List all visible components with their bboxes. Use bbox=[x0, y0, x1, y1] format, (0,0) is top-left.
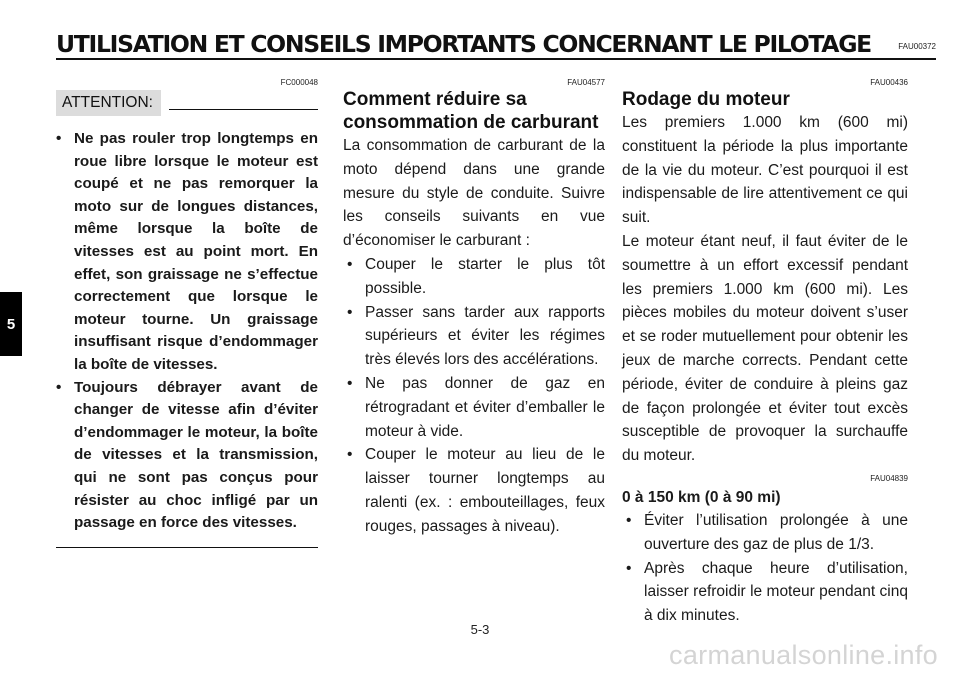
attention-rule bbox=[169, 109, 318, 110]
break-in-paragraph: Le moteur étant neuf, il faut éviter de le soumettre à un effort excessif pendant les premiers 1.000 km (600 mi). Les pièces mobiles du moteur doivent s’user et se roder mutuellement pour obtenir les jeux de marche corrects. Pendant cette période, éviter de conduire à pleins gaz de façon prolongée et éviter tout excès susceptible de provoquer la surchauffe du moteur. bbox=[622, 232, 908, 465]
fuel-section bbox=[343, 78, 605, 539]
chapter-tab: 5 bbox=[0, 292, 22, 356]
attention-header bbox=[56, 90, 318, 116]
fuel-section-code: FAU04577 bbox=[567, 78, 605, 87]
break-in-subheading: 0 à 150 km (0 à 90 mi) bbox=[622, 488, 781, 506]
fuel-tip: • Couper le starter le plus tôt possible. bbox=[343, 253, 605, 301]
attention-label: ATTENTION: bbox=[56, 90, 161, 116]
warning-item: • Ne pas rouler trop longtemps en roue libre lorsque le moteur est coupé et ne pas remorquer la moto sur de longues distances, même lorsque la boîte de vitesses est au point mort. En effet, son graissage ne s’effectue correctement que lorsque le moteur tourne. Un graissage insuffisant risque d’endommager la boîte de vitesses. bbox=[56, 128, 318, 377]
header-code: FAU00372 bbox=[898, 42, 936, 51]
attention-code: FC000048 bbox=[280, 78, 318, 87]
attention-bottom-rule bbox=[56, 547, 318, 548]
break-in-list bbox=[622, 509, 908, 628]
fuel-tip: • Couper le moteur au lieu de le laisser tourner longtemps au ralenti (ex. : embouteillages, feux rouges, passages à niveau). bbox=[343, 443, 605, 538]
fuel-tips-list bbox=[343, 253, 605, 539]
fuel-section-intro: La consommation de carburant de la moto dépend dans une grande mesure du style de conduite. Suivre les conseils suivants en vue d’économiser le carburant : bbox=[343, 137, 605, 250]
warning-item: • Toujours débrayer avant de changer de vitesse afin d’éviter d’endommager le moteur, la boîte de vitesses et la transmission, qui ne sont pas conçus pour résister au choc infligé par un passage en force des vitesses. bbox=[56, 377, 318, 535]
fuel-section-title: Comment réduire sa consommation de carburant bbox=[343, 89, 599, 133]
break-in-paragraph: Les premiers 1.000 km (600 mi) constituent la période la plus importante de la vie du moteur. C’est pourquoi il est indispensable de lire attentivement ce qui suit. bbox=[622, 114, 908, 227]
break-in-title: Rodage du moteur bbox=[622, 89, 790, 110]
fuel-tip: • Ne pas donner de gaz en rétrogradant et éviter d’emballer le moteur à vide. bbox=[343, 372, 605, 443]
attention-column bbox=[56, 78, 318, 548]
page-title: UTILISATION ET CONSEILS IMPORTANTS CONCERNANT LE PILOTAGE bbox=[56, 30, 871, 58]
break-in-sub-code: FAU04839 bbox=[870, 473, 908, 483]
page-number: 5-3 bbox=[470, 622, 490, 637]
break-in-section bbox=[622, 78, 908, 628]
break-in-code: FAU00436 bbox=[870, 78, 908, 87]
watermark: carmanualsonline.info bbox=[669, 640, 938, 670]
fuel-tip: • Passer sans tarder aux rapports supérieurs et éviter les régimes très élevés lors des accélérations. bbox=[343, 301, 605, 372]
page-header bbox=[56, 30, 936, 60]
break-in-item: • Après chaque heure d’utilisation, laisser refroidir le moteur pendant cinq à dix minutes. bbox=[622, 557, 908, 628]
break-in-item: • Éviter l’utilisation prolongée à une ouverture des gaz de plus de 1/3. bbox=[622, 509, 908, 557]
warning-list bbox=[56, 128, 318, 535]
